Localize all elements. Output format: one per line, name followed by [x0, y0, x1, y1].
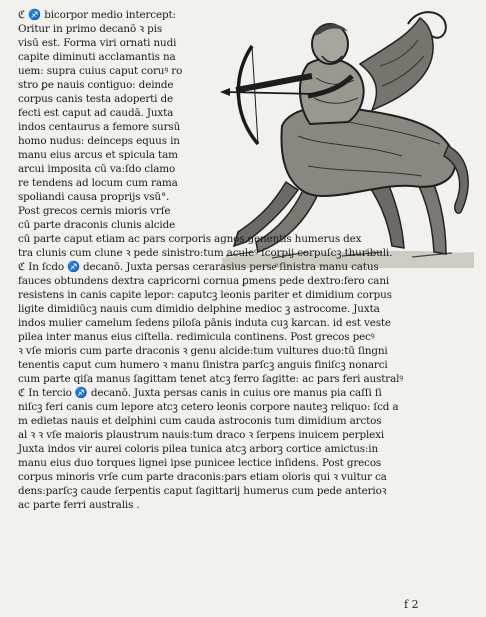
text-line: arcui imposita cū va:ſdo clamo: [18, 163, 176, 175]
text-line: re tendens ad locum cum rama: [18, 177, 178, 189]
text-line: capite diminuti acclamantis na: [18, 51, 176, 63]
text-line: niſcꝫ feri canis cum lepore atcꝫ cetero leonis corpore nauteꝫ reliquo: ſcd a: [18, 401, 399, 413]
text-line: Post grecos cernis mioris vrſe: [18, 205, 171, 217]
text-line: cū parte draconis clunis alcide: [18, 219, 176, 231]
text-line: m edietas nauis et delphini cum cauda astroconis tum dimidium arctos: [18, 415, 382, 427]
text-line: fauces obtundens dextra capricorni cornua ꝑmens pede dextro:fero cani: [18, 275, 390, 287]
text-line: stro ꝑe nauis contiguo: deinde: [18, 79, 174, 91]
text-line: ac parte ferri australis .: [18, 499, 140, 511]
text-line: ligite dimidiūcꝫ nauis cum dimidio delphine medioc ꝫ astrocome. Juxta: [18, 303, 380, 315]
text-line: tra clunis cum clune ꝛ pede sinistro:tum aculeꝰ ſcorpij corpuſcꝫ thuribuli.: [18, 247, 393, 259]
text-line: cum parte qiſa manus ſagittam tenet atcꝫ ferro ſagitte: ac pars feri australꝰ: [18, 373, 404, 385]
text-line: al ꝛ ꝛ vſe maioris plaustrum nauis:tum draco ꝛ ſerpens inuicem perplexi: [18, 429, 385, 441]
text-line: manu eius arcus et spicula tam: [18, 149, 178, 161]
text-line: spoliandi causa proprijs vsū°.: [18, 191, 170, 203]
text-line: Oritur in primo decanō ꝛ pis: [18, 23, 163, 35]
text-line: corpus canis testa adoperti de: [18, 93, 173, 105]
text-line: resistens in canis capite lepor: caputcꝫ leonis pariter et dimidium corpus: [18, 289, 392, 301]
text-line: corpus minoris vrſe cum parte draconis:pars etiam oloris qui ꝛ vultur ca: [18, 471, 387, 483]
text-line: indos centaurus a femore sursū: [18, 121, 181, 133]
text-line: visū est. Forma viri ornati nudi: [18, 37, 177, 49]
text-line: dens:parſcꝫ caude ſerpentis caput ſagittarij humerus cum pede anterioꝛ: [18, 485, 387, 497]
text-line: Juxta indos vir aurei coloris pilea tunica atcꝫ arborꝫ cortice amictus:in: [18, 443, 378, 455]
text-line: ꝛ vſe mioris cum parte draconis ꝛ genu alcide:tum vultures duo:tū ſingni: [18, 345, 388, 357]
text-line: fecti est caput ad caudā. Juxta: [18, 107, 174, 119]
text-line: pilea inter manus eius ciſtella. redimicula continens. Post grecos pecꝰ: [18, 331, 375, 343]
text-line: manu eius duo torques lignei ipse punicee lectice inſidens. Post grecos: [18, 457, 382, 469]
text-line: cū parte caput etiam ac pars corporis agnos genentis humerus dex: [18, 233, 362, 245]
text-line: ℭ In ſcdo ♐ decanō. Juxta persas cerarasius perseͦ ſinistra manu catus: [18, 261, 379, 273]
text-line: homo nudus: deinceps equus in: [18, 135, 180, 147]
text-line: ℭ ♐ bicorpor medio intercept:: [18, 9, 176, 21]
text-line: indos mulier camelum ſedens piloſa pānis induta cuꝫ karcan. id est veste: [18, 317, 391, 329]
text-line: uem: supra cuius caput coruꝰ ro: [18, 65, 183, 77]
text-line: ℭ In tercio ♐ decanō. Juxta persas canis in cuius ore manus pia caſſi ſi: [18, 387, 382, 399]
text-line: tenentis caput cum humero ꝛ manu ſinistra parſcꝫ anguis finiſcꝫ nonarci: [18, 359, 388, 371]
folio-number: f 2: [404, 598, 419, 611]
